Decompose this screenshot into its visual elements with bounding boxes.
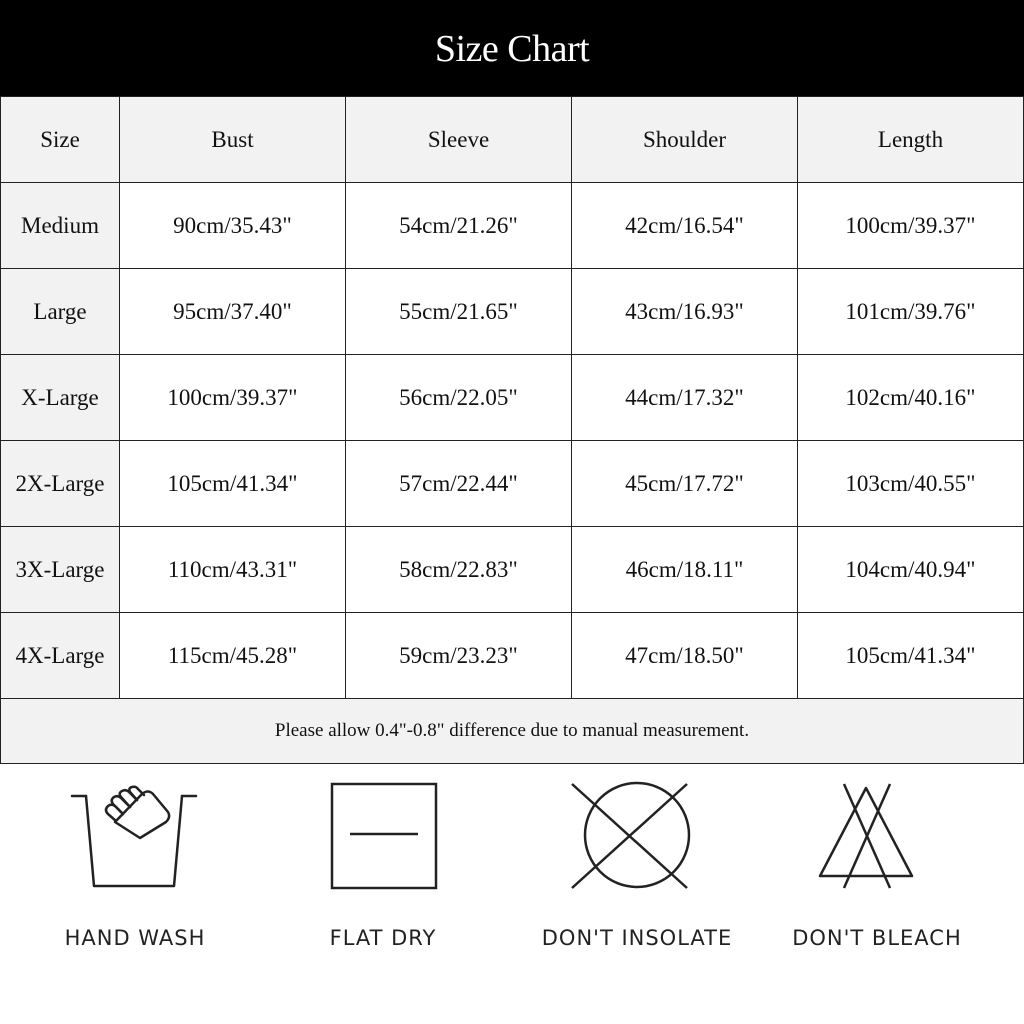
bust-cell: 95cm/37.40" <box>120 269 346 355</box>
table-row <box>1 441 1024 527</box>
hand-wash-icon <box>20 780 250 920</box>
shoulder-cell: 43cm/16.93" <box>572 269 798 355</box>
length-cell: 105cm/41.34" <box>798 613 1024 699</box>
bust-cell: 115cm/45.28" <box>120 613 346 699</box>
length-cell: 100cm/39.37" <box>798 183 1024 269</box>
size-cell: 2X-Large <box>1 441 120 527</box>
shoulder-cell: 46cm/18.11" <box>572 527 798 613</box>
table-header-row <box>1 97 1024 183</box>
care-label-flat-dry: FLAT DRY <box>329 926 437 950</box>
sleeve-cell: 55cm/21.65" <box>346 269 572 355</box>
no-bleach-icon <box>762 780 992 920</box>
header-size: Size <box>1 97 120 183</box>
shoulder-cell: 44cm/17.32" <box>572 355 798 441</box>
table-row <box>1 183 1024 269</box>
length-cell: 102cm/40.16" <box>798 355 1024 441</box>
care-item-dont-insolate <box>522 780 752 980</box>
header-length: Length <box>798 97 1024 183</box>
note-row <box>1 699 1024 764</box>
size-cell: X-Large <box>1 355 120 441</box>
care-item-flat-dry <box>268 780 498 980</box>
care-instructions <box>0 780 1024 980</box>
flat-dry-icon <box>268 780 498 920</box>
sleeve-cell: 59cm/23.23" <box>346 613 572 699</box>
sleeve-cell: 57cm/22.44" <box>346 441 572 527</box>
care-item-hand-wash <box>20 780 250 980</box>
header-shoulder: Shoulder <box>572 97 798 183</box>
size-cell: Medium <box>1 183 120 269</box>
care-label-dont-bleach: DON'T BLEACH <box>792 926 962 950</box>
bust-cell: 105cm/41.34" <box>120 441 346 527</box>
header-bust: Bust <box>120 97 346 183</box>
table-row <box>1 355 1024 441</box>
size-table <box>0 96 1024 764</box>
header-sleeve: Sleeve <box>346 97 572 183</box>
sleeve-cell: 56cm/22.05" <box>346 355 572 441</box>
care-label-hand-wash: HAND WASH <box>64 926 206 950</box>
size-cell: Large <box>1 269 120 355</box>
size-cell: 4X-Large <box>1 613 120 699</box>
measurement-note: Please allow 0.4"-0.8" difference due to manual measurement. <box>1 699 1024 764</box>
sleeve-cell: 54cm/21.26" <box>346 183 572 269</box>
shoulder-cell: 45cm/17.72" <box>572 441 798 527</box>
chart-title: Size Chart <box>434 27 590 70</box>
bust-cell: 100cm/39.37" <box>120 355 346 441</box>
length-cell: 104cm/40.94" <box>798 527 1024 613</box>
table-row <box>1 613 1024 699</box>
table-row <box>1 269 1024 355</box>
no-sun-icon <box>522 780 752 920</box>
length-cell: 101cm/39.76" <box>798 269 1024 355</box>
shoulder-cell: 42cm/16.54" <box>572 183 798 269</box>
shoulder-cell: 47cm/18.50" <box>572 613 798 699</box>
bust-cell: 110cm/43.31" <box>120 527 346 613</box>
chart-title-bar <box>0 0 1024 97</box>
care-label-dont-insolate: DON'T INSOLATE <box>541 926 733 950</box>
sleeve-cell: 58cm/22.83" <box>346 527 572 613</box>
care-item-dont-bleach <box>762 780 992 980</box>
length-cell: 103cm/40.55" <box>798 441 1024 527</box>
bust-cell: 90cm/35.43" <box>120 183 346 269</box>
size-cell: 3X-Large <box>1 527 120 613</box>
table-row <box>1 527 1024 613</box>
